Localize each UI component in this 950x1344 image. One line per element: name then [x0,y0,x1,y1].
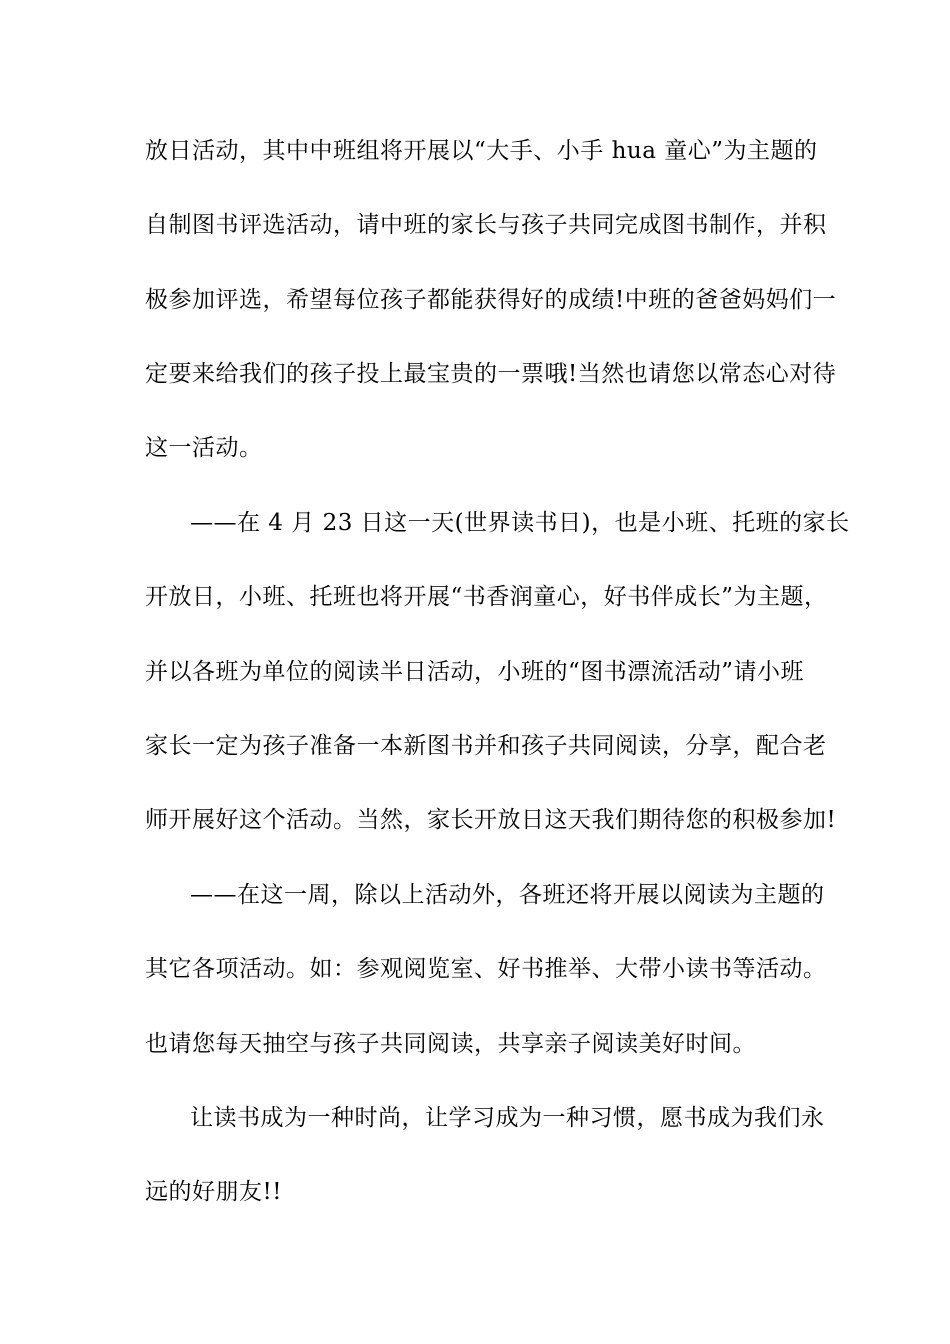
paragraph-line: 放日活动，其中中班组将开展以“大手、小手 hua 童心”为主题的 [145,138,818,164]
paragraph-line: ——在 4 月 23 日这一天(世界读书日)，也是小班、托班的家长 [190,510,850,536]
paragraph-line: 极参加评选，希望每位孩子都能获得好的成绩!中班的爸爸妈妈们一 [145,287,837,313]
paragraph-line: 也请您每天抽空与孩子共同阅读，共享亲子阅读美好时间。 [145,1031,756,1057]
paragraph-line: 远的好朋友!! [145,1179,282,1205]
paragraph-line: 这一活动。 [145,435,263,461]
paragraph-line: 并以各班为单位的阅读半日活动，小班的“图书漂流活动”请小班 [145,659,805,685]
paragraph-line: ——在这一周，除以上活动外，各班还将开展以阅读为主题的 [190,882,825,908]
paragraph-line: 开放日，小班、托班也将开展“书香润童心，好书伴成长”为主题， [145,584,828,610]
paragraph-line: 其它各项活动。如：参观阅览室、好书推举、大带小读书等活动。 [145,956,827,982]
paragraph-line: 让读书成为一种时尚，让学习成为一种习惯，愿书成为我们永 [190,1105,825,1131]
paragraph-line: 定要来给我们的孩子投上最宝贵的一票哦!当然也请您以常态心对待 [145,361,837,387]
paragraph-line: 自制图书评选活动，请中班的家长与孩子共同完成图书制作，并积 [145,212,827,238]
paragraph-line: 师开展好这个活动。当然，家长开放日这天我们期待您的积极参加! [145,807,837,833]
paragraph-line: 家长一定为孩子准备一本新图书并和孩子共同阅读，分享，配合老 [145,733,827,759]
